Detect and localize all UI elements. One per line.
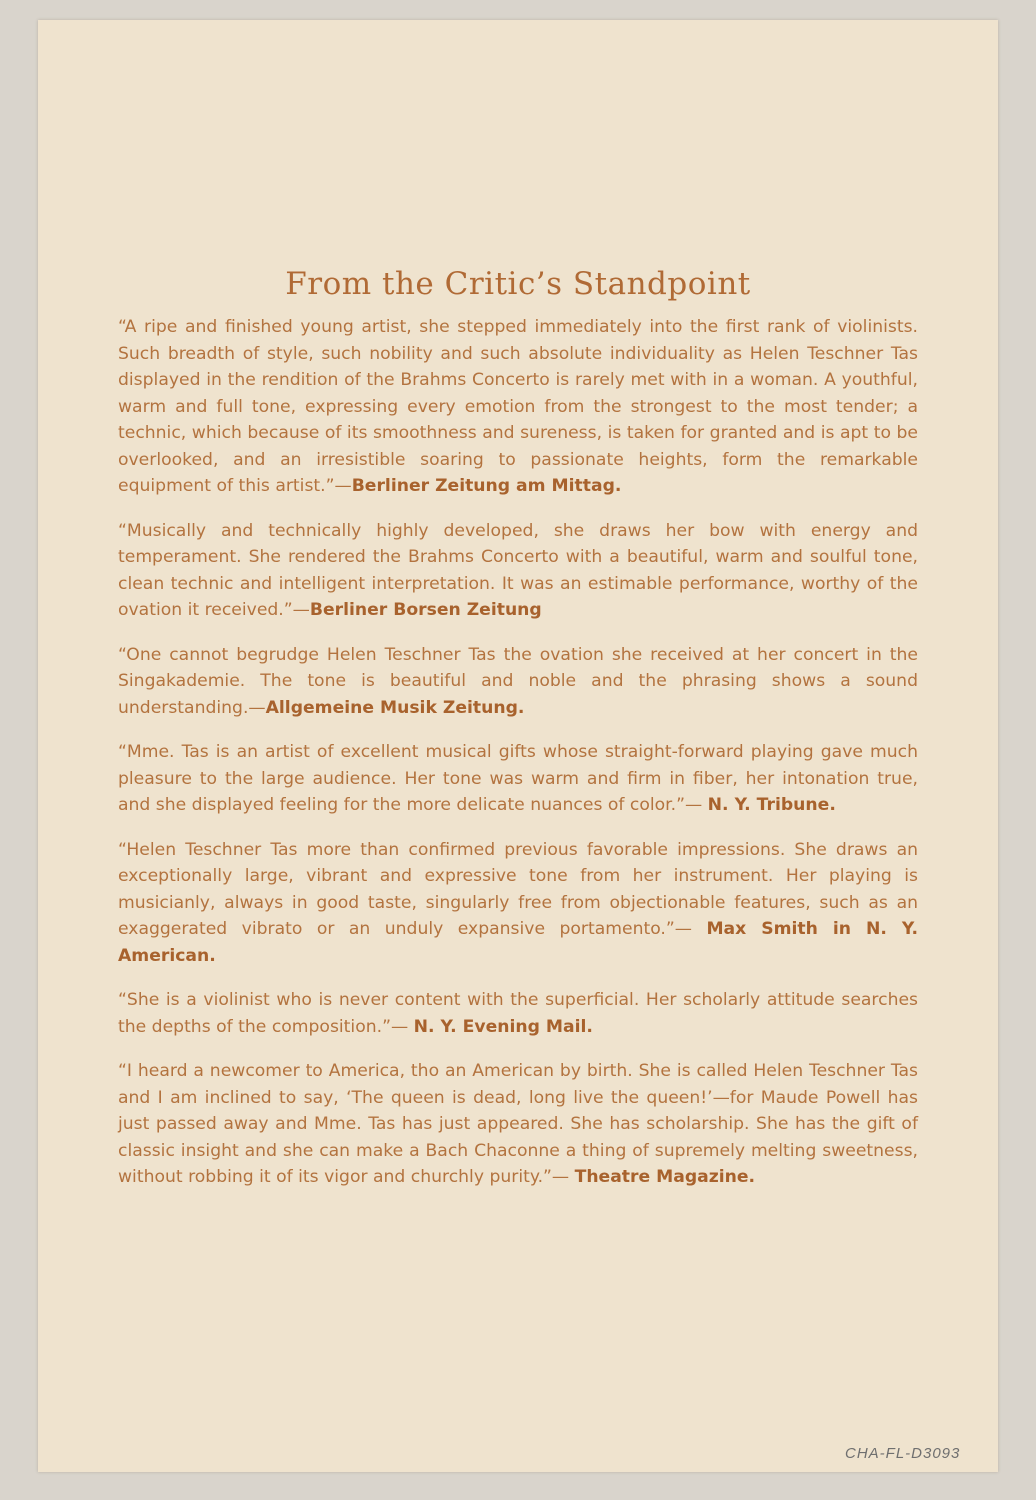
review-quote — [118, 1058, 918, 1191]
review-source: Berliner Zeitung am Mittag. — [351, 476, 622, 496]
review-source: Max Smith in N. Y. American. — [118, 919, 918, 966]
review-text: “One cannot begrudge Helen Teschner Tas the ovation she received at her concert in the Singakademie. The tone is beautiful and noble and the phrasing shows a sound understanding.— — [118, 644, 918, 718]
review-quote — [118, 987, 918, 1040]
review-text: “Musically and technically highly developed, she draws her bow with energy and temperament. She rendered the Brahms Concerto with a beautiful, warm and soulful tone, clean technic and intelligent interpretation. It was an estimable performance, worthy of the ovation it received.”— — [118, 520, 918, 620]
review-source: N. Y. Evening Mail. — [413, 1016, 593, 1037]
review-quote — [118, 837, 918, 970]
review-source: N. Y. Tribune. — [707, 795, 836, 815]
reviews-list — [118, 314, 918, 1209]
review-text: “She is a violinist who is never content with the superficial. Her scholarly attitude searches the depths of the composition.”— — [118, 990, 918, 1037]
review-source: Theatre Magazine. — [574, 1167, 756, 1187]
review-text: “Helen Teschner Tas more than confirmed previous favorable impressions. She draws an exceptionally large, vibrant and expressive tone from her instrument. Her playing is musicianly, always in good taste, singularly free from objectionable features, such as an exaggerated vibrato or an unduly expansive portamento.”— — [118, 839, 918, 939]
review-text: “Mme. Tas is an artist of excellent musical gifts whose straight-forward playing gave much pleasure to the large audience. Her tone was warm and firm in fiber, her intonation true, and she displayed feeling for the more delicate nuances of color.”— — [118, 742, 918, 815]
document-title: From the Critic’s Standpoint — [285, 266, 751, 302]
review-quote — [118, 314, 918, 500]
review-quote — [118, 642, 918, 722]
review-text: “A ripe and finished young artist, she stepped immediately into the first rank of violinists. Such breadth of style, such nobility and such absolute individuality as Helen Teschner Tas displayed in the rendition of the Brahms Concerto is rarely met with in a woman. A youthful, warm and full tone, expressing every emotion from the strongest to the most tender; a technic, which because of its smoothness and sureness, is taken for granted and is apt to be overlooked, and an irresistible soaring to passionate heights, form the remarkable equipment of this artist.”— — [118, 317, 918, 496]
document-sheet — [38, 20, 998, 1472]
review-quote — [118, 518, 918, 624]
catalog-number: CHA-FL-D3093 — [845, 1445, 961, 1462]
review-source: Allgemeine Musik Zeitung. — [265, 697, 525, 718]
review-text: “I heard a newcomer to America, tho an American by birth. She is called Helen Teschner Tas and I am inclined to say, ‘The queen is dead, long live the queen!’—for Maude Powell has just passed away and Mme. Tas has just appeared. She has scholarship. She has the gift of classic insight and she can make a Bach Chaconne a thing of supremely melting sweetness, without robbing it of its vigor and churchly purity.”— — [118, 1061, 918, 1187]
review-source: Berliner Borsen Zeitung — [309, 600, 542, 620]
review-quote — [118, 739, 918, 819]
